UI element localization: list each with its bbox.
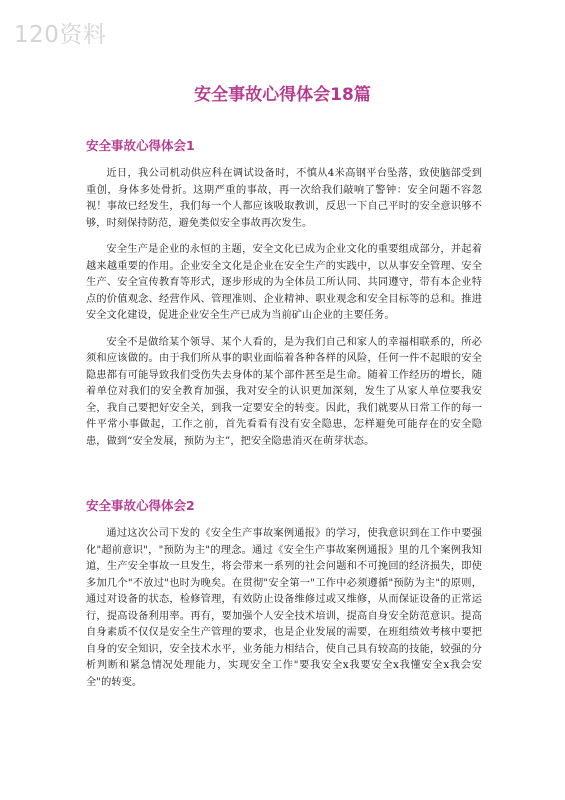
section-heading: 安全事故心得体会1 (86, 138, 195, 153)
paragraph: 安全不是做给某个领导、某个人看的，是为我们自己和家人的幸福相联系的，所必须和应该做的。由于我们所从事的职业面临着各种各样的风险，任何一件不起眼的安全隐患都有可能导致我们受伤失去身体的某个部件甚至是生命。随着工作经历的增长，随着单位对我们的安全教育加强，我对安全的认识更加深刻，发生了从家人单位要我安全，我自己要把好安全关，到我一定要安全的转变。因此，我们就要从日常工作的每一件平常小事做起，工作之前，首先看看有没有安全隐患，怎样避免可能存在的安全隐患，做到“安全发展，预防为主”，把安全隐患消灭在萌芽状态。 (86, 336, 482, 447)
watermark: 120资料 (14, 22, 107, 48)
section-1 (86, 136, 482, 460)
paragraph: 安全生产是企业的永恒的主题，安全文化已成为企业文化的重要组成部分，并起着越来越重要的作用。企业安全文化是企业在安全生产的实践中，以从事安全管理、安全生产、安全宣传教育等形式，逐步形成的为全体员工所认同、共同遵守，带有本企业特点的价值观念、经营作风、管理准则、企业精神、职业观念和安全目标等的总和。推进安全文化建设，促进企业安全生产已成为当前矿山企业的主要任务。 (86, 244, 482, 321)
document-title: 安全事故心得体会18篇 (194, 85, 371, 105)
section-2 (86, 496, 482, 701)
paragraph: 通过这次公司下发的《安全生产事故案例通报》的学习，使我意识到在工作中要强化"超前意识"，"预防为主"的理念。通过《安全生产事故案例通报》里的几个案例我知道，生产安全事故一旦发生，将会带来一系列的社会问题和不可挽回的经济损失，即使多加几个"不放过"也时为晚矣。在贯彻"安全第一"工作中必须遵循"预防为主"的原则，通过对设备的状态，检修管理，有效防止设备维修过或又维修，从而保证设备的正常运行，提高设备利用率。再有，要加强个人安全技术培训，提高自身安全防范意识。提高自身素质不仅仅是安全生产管理的要求，也是企业发展的需要，在班组绩效考核中要把自身的安全知识，安全技术水平，业务能力相结合，使自己具有较高的技能，较强的分析判断和紧急情况处理能力，实现安全工作"要我安全x我要安全x我懂安全x我会安全"的转变。 (86, 528, 482, 688)
section-heading: 安全事故心得体会2 (86, 498, 195, 513)
paragraph: 近日，我公司机动供应科在调试设备时，不慎从4米高钢平台坠落，致使脑部受到重创，身体多处骨折。这期严重的事故，再一次给我们敲响了警钟：安全问题不容忽视！事故已经发生，我们每一个人都应该吸取教训，反思一下自己平时的安全意识够不够，时刻保持防范，避免类似安全事故再次发生。 (86, 168, 482, 229)
